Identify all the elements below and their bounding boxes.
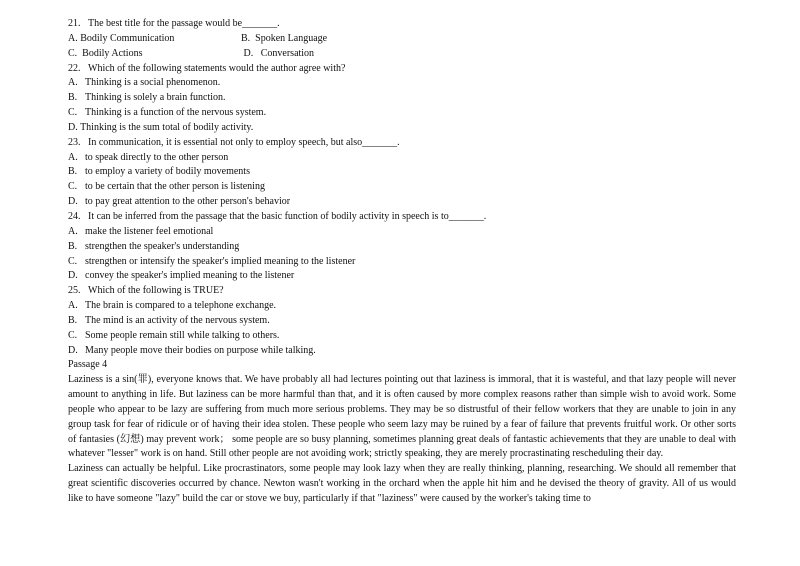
option-letter: C. [68, 329, 78, 341]
question-stem [68, 136, 736, 151]
question-stem [68, 210, 736, 225]
question-number: 23. [68, 136, 81, 148]
option-letter: B. [68, 166, 78, 178]
option-letter: C. [68, 181, 78, 193]
option-text: Some people remain still while talking to others. [85, 329, 280, 341]
option-letter: C. [68, 107, 78, 119]
question-stem [68, 284, 736, 299]
question-23 [68, 136, 736, 210]
option-d [68, 344, 736, 359]
option-b [68, 91, 736, 106]
option-letter: B. [68, 240, 78, 252]
option-letter: A. [68, 151, 78, 163]
option-letter: D. [68, 121, 78, 133]
question-text: Which of the following is TRUE? [88, 285, 224, 297]
option-c [68, 255, 736, 270]
option-c [68, 329, 736, 344]
question-text: The best title for the passage would be_______. [88, 18, 280, 29]
option-letter: C. [68, 47, 78, 59]
option-b [68, 314, 736, 329]
passage-heading: Passage 4 [68, 359, 108, 371]
question-number: 21. [68, 18, 81, 29]
option-letter: A. [68, 225, 78, 237]
option-text: The mind is an activity of the nervous system. [85, 314, 270, 326]
option-text: Many people move their bodies on purpose while talking. [85, 344, 316, 356]
question-24 [68, 210, 736, 284]
option-b [68, 240, 736, 255]
option-d [68, 269, 736, 284]
question-21 [68, 17, 736, 62]
option-text: strengthen the speaker's understanding [85, 240, 240, 252]
option-d [241, 48, 314, 59]
question-number: 25. [68, 285, 81, 297]
option-text: Conversation [260, 47, 315, 59]
option-text: Thinking is a function of the nervous system. [85, 107, 267, 119]
option-text: Spoken Language [255, 32, 328, 44]
option-letter: C. [68, 255, 78, 267]
option-c [68, 180, 736, 195]
option-text: to employ a variety of bodily movements [85, 166, 250, 178]
question-stem [68, 62, 736, 77]
question-22 [68, 62, 736, 136]
option-text: Thinking is a social phenomenon. [85, 77, 221, 89]
option-a [68, 299, 736, 314]
option-d [68, 121, 736, 136]
question-text: It can be inferred from the passage that the basic function of bodily activity in speech is to_______. [88, 210, 487, 222]
option-text: Thinking is the sum total of bodily activity. [80, 121, 254, 133]
option-a [68, 151, 736, 166]
option-b [68, 165, 736, 180]
option-d [68, 195, 736, 210]
option-letter: D. [243, 47, 254, 59]
option-letter: B. [241, 32, 251, 44]
option-letter: D. [68, 270, 78, 282]
option-text: to speak directly to the other person [85, 151, 229, 163]
option-c [68, 47, 241, 62]
document-page [68, 17, 736, 507]
option-c [68, 106, 736, 121]
option-letter: D. [68, 196, 78, 208]
passage-paragraph: Laziness is a sin(罪), everyone knows that. We have probably all had lectures pointing out that laziness is immoral, that it is wasteful, and that lazy people will never amount to anything in life. But laziness can be more harmful than that, and it is often caused by more complex reasons rather than simple wish to avoid work. Some people who appear to be lazy are suffering from much more serious problems. They may be so distrustful of their fellow workers that they are unable to join in any group task for fear of ridicule or of having their idea stolen. These people who seem lazy may be ruined by a fear of failure that prevents fruitful work. Or other sorts of fantasies (幻想) may prevent work； some people are so busy planning, sometimes planning great deals of fantastic achievements that they are unable to deal with whatever "lesser" work is on hand. Still other people are not avoiding work; strictly speaking, they are merely procrastinating rescheduling their day. [68, 374, 736, 460]
option-text: Thinking is solely a brain function. [85, 92, 226, 104]
option-letter: D. [68, 344, 78, 356]
question-text: Which of the following statements would the author agree with? [88, 62, 346, 74]
option-letter: A. [68, 32, 78, 44]
option-row [68, 32, 736, 47]
option-letter: B. [68, 314, 78, 326]
question-text: In communication, it is essential not only to employ speech, but also_______. [88, 136, 400, 148]
passage-4 [68, 358, 736, 506]
question-number: 24. [68, 210, 81, 222]
passage-paragraph: Laziness can actually be helpful. Like procrastinators, some people may look lazy when they are really thinking, planning, researching. We should all remember that great scientific discoveries occurred by chance. Newton wasn't working in the orchard when the apple hit him and he devised the theory of gravity. All of us would like to have someone "lazy" build the car or stove we buy, particularly if that "laziness" were caused by the worker's taking time to [68, 463, 736, 504]
option-a [68, 32, 241, 47]
option-text: make the listener feel emotional [85, 225, 214, 237]
question-stem [68, 17, 736, 32]
option-letter: B. [68, 92, 78, 104]
option-text: to pay great attention to the other person's behavior [85, 196, 291, 208]
option-a [68, 76, 736, 91]
option-text: to be certain that the other person is listening [85, 181, 265, 193]
option-text: Bodily Communication [80, 32, 175, 44]
option-letter: A. [68, 77, 78, 89]
question-25 [68, 284, 736, 358]
option-text: The brain is compared to a telephone exchange. [85, 300, 277, 312]
option-b [241, 33, 327, 44]
option-letter: A. [68, 300, 78, 312]
option-row [68, 47, 736, 62]
option-text: strengthen or intensify the speaker's implied meaning to the listener [85, 255, 356, 267]
option-text: convey the speaker's implied meaning to the listener [85, 270, 295, 282]
option-text: Bodily Actions [82, 47, 143, 59]
option-a [68, 225, 736, 240]
question-number: 22. [68, 62, 81, 74]
